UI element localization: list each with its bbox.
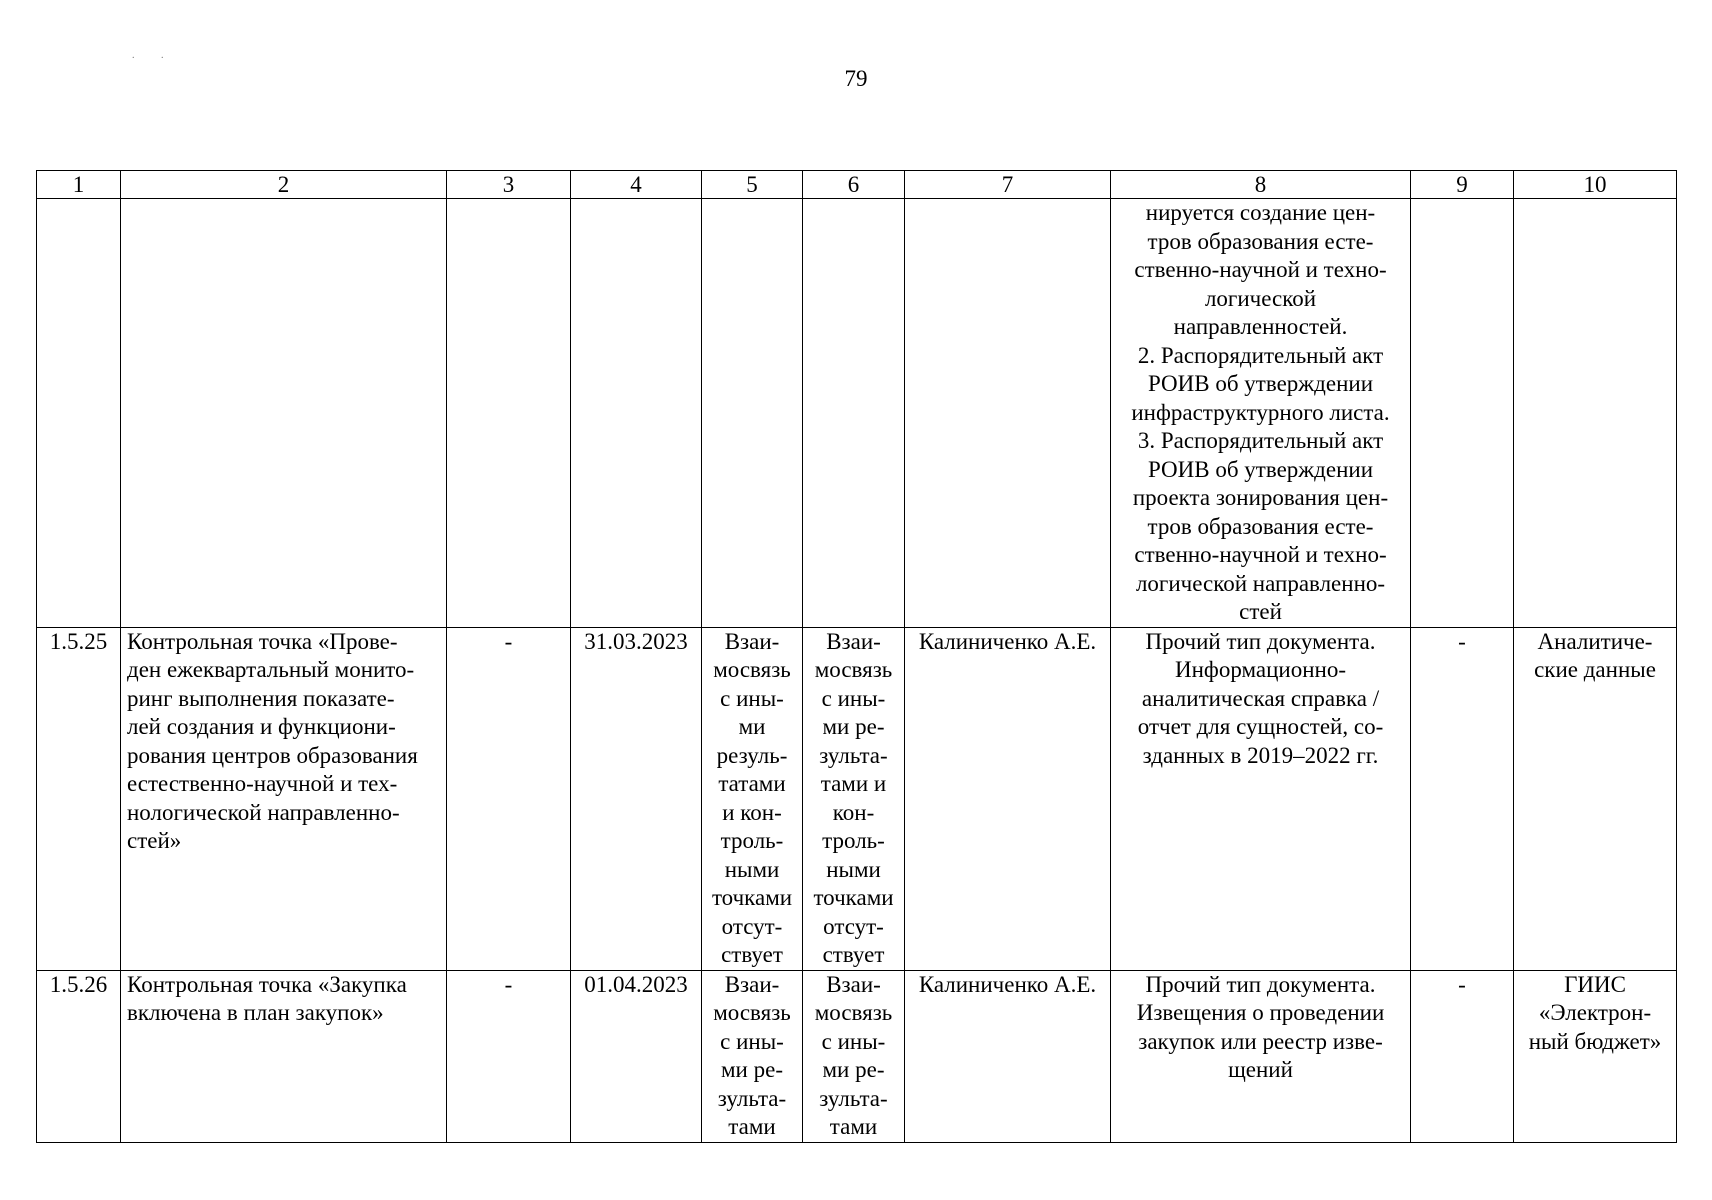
cell-date: 31.03.2023 bbox=[571, 627, 702, 970]
header-cell: 4 bbox=[571, 171, 702, 199]
header-cell: 8 bbox=[1111, 171, 1411, 199]
header-row bbox=[37, 171, 1677, 199]
cell-source: Аналитиче- ские данные bbox=[1514, 627, 1677, 970]
cell-name: Контрольная точка «Закупка включена в план закупок» bbox=[121, 970, 447, 1142]
cell-number: 1.5.25 bbox=[37, 627, 121, 970]
cell-responsible: Калиниченко А.Е. bbox=[905, 970, 1111, 1142]
cell-col9 bbox=[1411, 199, 1514, 628]
cell-responsible: Калиниченко А.Е. bbox=[905, 627, 1111, 970]
cell-document: Прочий тип документа. Информационно- аналитическая справка / отчет для сущностей, со- зданных в 2019–2022 гг. bbox=[1111, 627, 1411, 970]
cell-col3: - bbox=[447, 970, 571, 1142]
header-cell: 2 bbox=[121, 171, 447, 199]
cell-number: 1.5.26 bbox=[37, 970, 121, 1142]
cell-number bbox=[37, 199, 121, 628]
table-row-1-5-26 bbox=[37, 970, 1677, 1142]
cell-name bbox=[121, 199, 447, 628]
cell-source: ГИИС «Электрон- ный бюджет» bbox=[1514, 970, 1677, 1142]
cell-col6: Взаи- мосвязь с ины- ми ре- зульта- тами bbox=[803, 970, 905, 1142]
header-cell: 10 bbox=[1514, 171, 1677, 199]
header-cell: 3 bbox=[447, 171, 571, 199]
cell-date bbox=[571, 199, 702, 628]
page-number: 79 bbox=[844, 66, 868, 91]
cell-col5 bbox=[702, 199, 803, 628]
cell-responsible bbox=[905, 199, 1111, 628]
header-cell: 5 bbox=[702, 171, 803, 199]
header-cell: 6 bbox=[803, 171, 905, 199]
header-cell: 7 bbox=[905, 171, 1111, 199]
cell-source bbox=[1514, 199, 1677, 628]
cell-col9: - bbox=[1411, 627, 1514, 970]
cell-col3: - bbox=[447, 627, 571, 970]
cell-document: нируется создание цен- тров образования есте- ственно-научной и техно- логической направленностей. 2. Распорядительный акт РОИВ об утверждении инфраструктурного листа. 3. Распорядительный акт РОИВ об утверждении проекта зонирования цен- тров образования есте- ственно-научной и техно- логической направленно- стей bbox=[1111, 199, 1411, 628]
cell-document: Прочий тип документа. Извещения о проведении закупок или реестр изве- щений bbox=[1111, 970, 1411, 1142]
header-cell: 9 bbox=[1411, 171, 1514, 199]
table-row-1-5-25 bbox=[37, 627, 1677, 970]
cell-name: Контрольная точка «Прове- ден ежеквартальный монито- ринг выполнения показате- лей создания и функциони- рования центров образования естественно-научной и тех- нологической направленно- стей» bbox=[121, 627, 447, 970]
header-cell: 1 bbox=[37, 171, 121, 199]
cell-col6 bbox=[803, 199, 905, 628]
cell-col6: Взаи- мосвязь с ины- ми ре- зульта- тами и кон- троль- ными точками отсут- ствует bbox=[803, 627, 905, 970]
scan-specks: . . bbox=[132, 50, 176, 61]
cell-col3 bbox=[447, 199, 571, 628]
document-table bbox=[36, 170, 1677, 1143]
cell-col5: Взаи- мосвязь с ины- ми ре- зульта- тами bbox=[702, 970, 803, 1142]
cell-col5: Взаи- мосвязь с ины- ми резуль- татами и кон- троль- ными точками отсут- ствует bbox=[702, 627, 803, 970]
table-row-continuation bbox=[37, 199, 1677, 628]
cell-col9: - bbox=[1411, 970, 1514, 1142]
cell-date: 01.04.2023 bbox=[571, 970, 702, 1142]
